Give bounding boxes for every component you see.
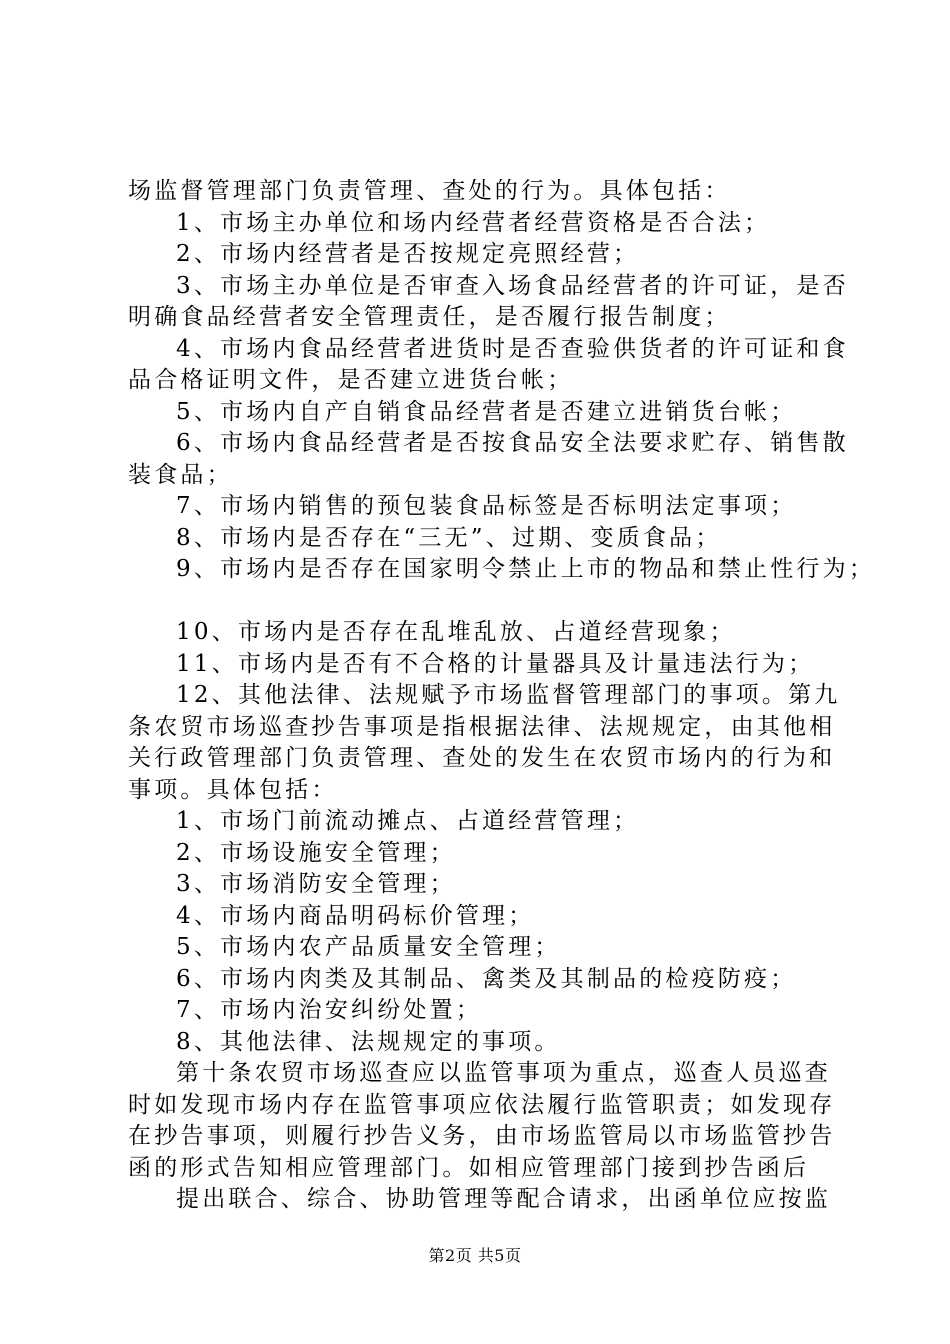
list-item: 5、市场内农产品质量安全管理； [176,934,561,960]
list-item: 8、市场内是否存在“三无”、过期、变质食品； [176,524,722,551]
list-item: 10、市场内是否存在乱堆乱放、占道经营现象； [176,619,736,645]
list-item: 4、市场内食品经营者进货时是否查验供货者的许可证和食 [176,335,849,362]
list-item: 7、市场内治安纠纷处置； [176,997,483,1023]
blank-line [128,586,848,618]
list-item: 6、市场内肉类及其制品、禽类及其制品的检疫防疫； [176,965,797,992]
text-line: 在抄告事项，则履行抄告义务，由市场监管局以市场监管抄告 [128,1123,836,1149]
list-item: 1、市场主办单位和场内经营者经营资格是否合法； [176,209,771,236]
text-line: 关行政管理部门负责管理、查处的发生在农贸市场内的行为和 [128,745,836,771]
list-item: 5、市场内自产自销食品经营者是否建立进销货台帐； [176,398,797,425]
list-item: 6、市场内食品经营者是否按食品安全法要求贮存、销售散 [176,430,849,456]
list-item: 7、市场内销售的预包装食品标签是否标明法定事项； [176,493,797,519]
text-line: 品合格证明文件，是否建立进货台帐； [128,367,574,393]
list-item: 12、其他法律、法规赋予市场监督管理部门的事项。第九 [176,682,841,708]
list-item: 2、市场设施安全管理； [176,839,456,866]
text-line: 事项。具体包括： [128,776,338,803]
text-line: 明确食品经营者安全管理责任，是否履行报告制度； [128,304,731,330]
page-footer: 第2页 共5页 [428,1246,522,1265]
document-body [128,176,876,1216]
paragraph-start: 第十条农贸市场巡查应以监管事项为重点，巡查人员巡查 [176,1060,831,1086]
text-line: 函的形式告知相应管理部门。如相应管理部门接到抄告函后 [128,1154,810,1181]
text-line: 条农贸市场巡查抄告事项是指根据法律、法规规定，由其他相 [128,713,836,740]
list-item: 11、市场内是否有不合格的计量器具及计量违法行为； [176,650,815,677]
list-item: 2、市场内经营者是否按规定亮照经营； [176,241,640,267]
list-item: 9、市场内是否存在国家明令禁止上市的物品和禁止性行为； [176,556,876,582]
list-item: 3、市场主办单位是否审查入场食品经营者的许可证，是否 [176,272,849,299]
text-line: 时如发现市场内存在监管事项应依法履行监管职责；如发现存 [128,1091,836,1118]
text-line: 装食品； [128,461,233,488]
text-line: 场监督管理部门负责管理、查处的行为。具体包括： [128,178,731,204]
list-item: 8、其他法律、法规规定的事项。 [176,1028,561,1055]
list-item: 3、市场消防安全管理； [176,871,456,897]
list-item: 4、市场内商品明码标价管理； [176,902,535,929]
list-item: 1、市场门前流动摊点、占道经营管理； [176,808,640,834]
paragraph-start: 提出联合、综合、协助管理等配合请求，出函单位应按监 [176,1186,831,1212]
